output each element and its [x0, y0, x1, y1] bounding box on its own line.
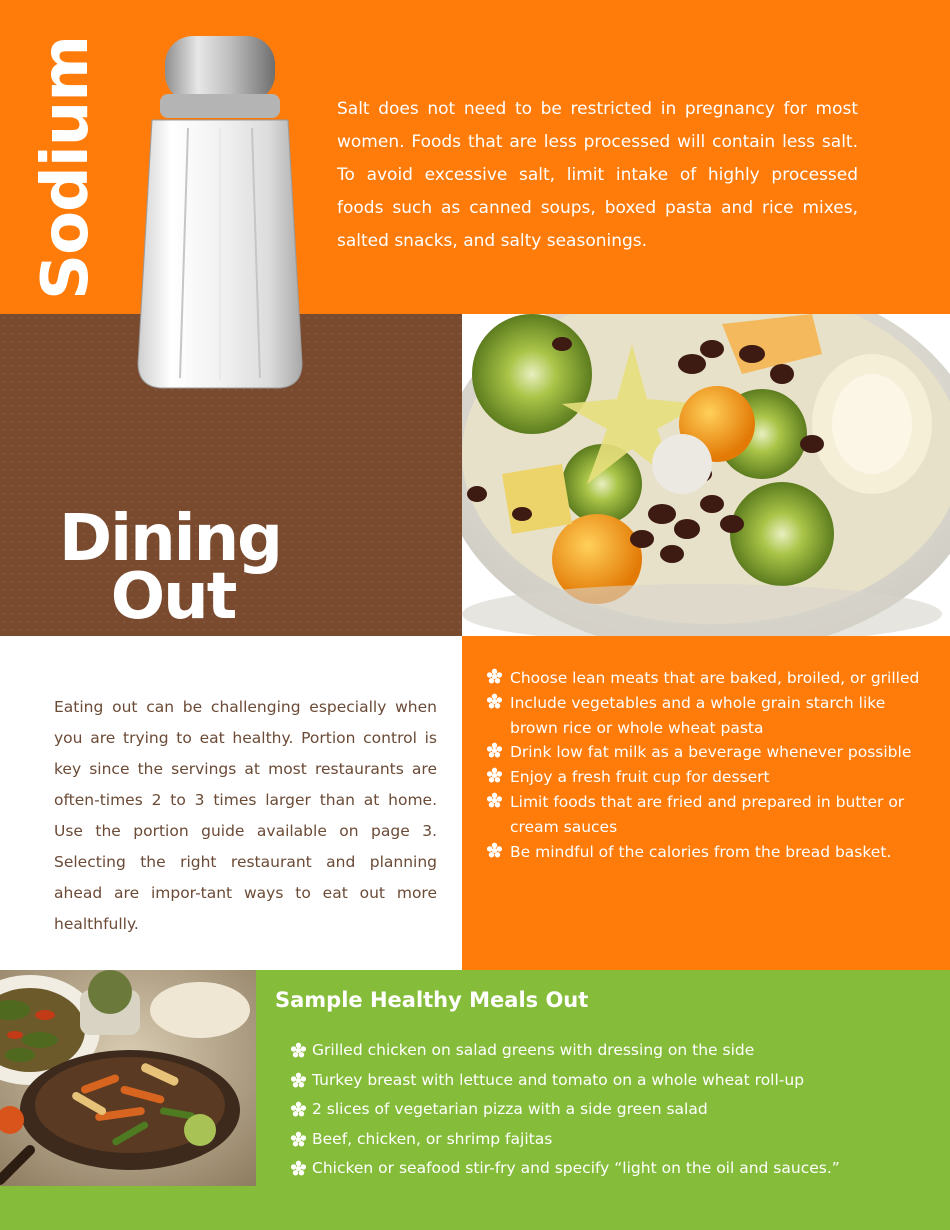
- asterisk-flower-icon: [486, 668, 503, 685]
- tip-text: Enjoy a fresh fruit cup for dessert: [510, 768, 770, 787]
- asterisk-flower-icon: [486, 792, 503, 809]
- meals-title: Sample Healthy Meals Out: [275, 988, 589, 1012]
- asterisk-flower-icon: [290, 1101, 307, 1118]
- dining-paragraph: Eating out can be challenging especially when you are trying to eat healthy. Portion control is key since the servings at most restaurants are often-times 2 to 3 times larger than at home. Use the portion guide available on page 3. Selecting the right restaurant and planning ahead are impor-tant ways to eat out more healthfully.: [54, 698, 437, 933]
- meal-text: Turkey breast with lettuce and tomato on a whole wheat roll-up: [312, 1070, 805, 1089]
- tip-text: Drink low fat milk as a beverage whenever possible: [510, 743, 912, 762]
- asterisk-flower-icon: [486, 693, 503, 710]
- salt-shaker-image: [120, 28, 320, 398]
- tip-text: Limit foods that are fried and prepared in butter or cream sauces: [510, 792, 905, 836]
- tip-text: Be mindful of the calories from the bread basket.: [510, 842, 892, 861]
- list-item: [290, 1036, 920, 1066]
- dining-tips-section: [462, 636, 950, 970]
- dining-title-line2: Out: [110, 560, 236, 634]
- dining-title-line1: Dining: [59, 502, 281, 576]
- meal-text: 2 slices of vegetarian pizza with a side green salad: [312, 1100, 708, 1118]
- list-item: [486, 740, 936, 765]
- dining-tips-list: [486, 666, 936, 864]
- asterisk-flower-icon: [486, 842, 503, 859]
- meals-list: [290, 1036, 920, 1184]
- asterisk-flower-icon: [290, 1042, 307, 1059]
- list-item: [290, 1095, 920, 1125]
- sample-meals-section: [0, 970, 950, 1230]
- asterisk-flower-icon: [486, 742, 503, 759]
- meal-text: Chicken or seafood stir-fry and specify “light on the oil and sauces.”: [312, 1159, 840, 1177]
- list-item: [486, 666, 936, 691]
- meal-text: Grilled chicken on salad greens with dressing on the side: [312, 1041, 755, 1059]
- asterisk-flower-icon: [486, 767, 503, 784]
- list-item: [486, 840, 936, 865]
- list-item: [290, 1066, 920, 1096]
- asterisk-flower-icon: [290, 1072, 307, 1089]
- tip-text: Include vegetables and a whole grain starch like brown rice or whole wheat pasta: [510, 693, 886, 737]
- list-item: [486, 790, 936, 840]
- meal-text: Beef, chicken, or shrimp fajitas: [312, 1129, 553, 1148]
- fajitas-photo: [0, 970, 256, 1186]
- list-item: [290, 1125, 920, 1155]
- fruit-salad-photo: [462, 314, 950, 636]
- asterisk-flower-icon: [290, 1160, 307, 1177]
- dining-title: [0, 502, 340, 634]
- list-item: [486, 691, 936, 741]
- sodium-paragraph: Salt does not need to be restricted in pregnancy for most women. Foods that are less processed will contain less salt. To avoid excessive salt, limit intake of highly processed foods such as canned soups, boxed pasta and rice mixes, salted snacks, and salty seasonings.: [337, 99, 858, 251]
- sodium-title: Sodium: [29, 35, 103, 300]
- tip-text: Choose lean meats that are baked, broiled, or grilled: [510, 669, 920, 687]
- list-item: [290, 1154, 920, 1184]
- list-item: [486, 765, 936, 790]
- asterisk-flower-icon: [290, 1131, 307, 1148]
